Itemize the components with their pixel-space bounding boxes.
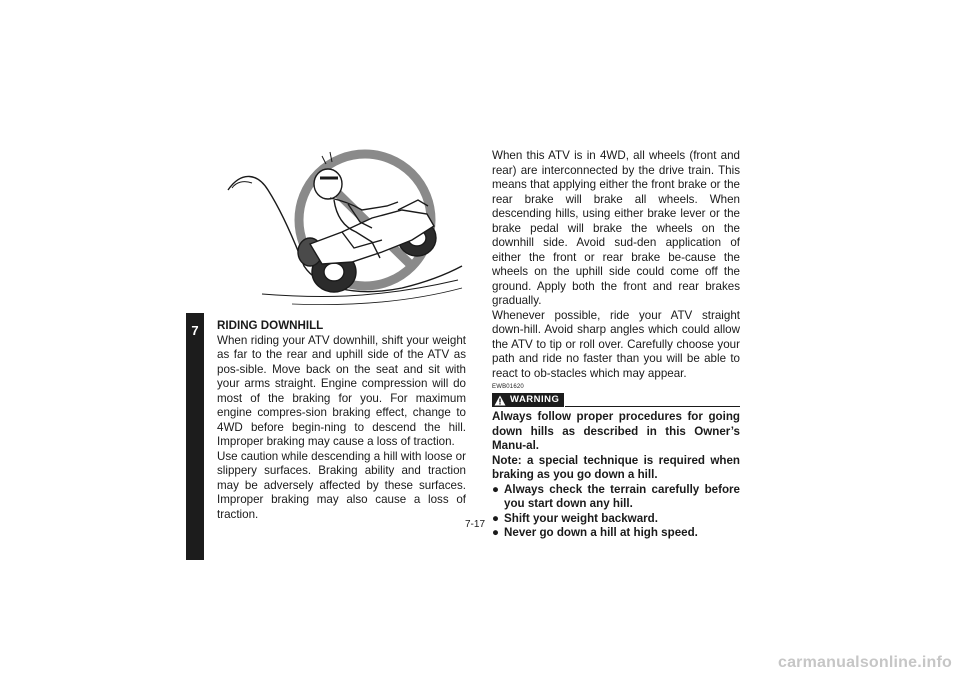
warning-note: Note: a special technique is required when braking as you go down a hill.: [492, 453, 740, 481]
bullet-dot: ●: [492, 511, 500, 525]
bullet-dot: ●: [492, 482, 500, 496]
atv-downhill-prohibited-illustration: [222, 148, 466, 310]
warning-code: EWB01620: [492, 384, 524, 390]
right-paragraph-2: Whenever possible, ride your ATV straight down-hill. Avoid sharp angles which could allow the ATV to tip or roll over. Carefully choose your path and ride no faster than you will be able to react to ob-stacles which may appear.: [492, 308, 740, 380]
warning-badge: [492, 393, 564, 407]
warning-bullet-text: Always check the terrain carefully before you start down any hill.: [504, 482, 740, 510]
warning-bullet-text: Shift your weight backward.: [504, 511, 658, 525]
warning-bullet-text: Never go down a hill at high speed.: [504, 526, 698, 539]
warning-rule: [565, 406, 740, 407]
right-paragraph-1: When this ATV is in 4WD, all wheels (front and rear) are interconnected by the drive train. This means that applying either the front brake or the rear brake will brake all wheels. When descending hills, using either brake lever or the brake pedal will brake the wheels on the downhill side. Avoid sud-den application of either the front or rear brake be-cause the wheels on the uphill side could come off the ground. Apply both the front and rear brakes gradually.: [492, 149, 740, 307]
warning-bullet: [492, 483, 740, 512]
watermark: carmanualsonline.info: [777, 654, 952, 671]
section-heading: RIDING DOWNHILL: [217, 319, 324, 332]
warning-intro: Always follow proper procedures for going down hills as described in this Owner’s Manu-al.: [492, 410, 740, 452]
warning-triangle-icon: [494, 395, 506, 406]
warning-body: [492, 410, 740, 541]
chapter-number: 7: [191, 323, 199, 338]
warning-header: [492, 391, 740, 407]
left-column: [217, 319, 466, 522]
left-paragraph-2: Use caution while descending a hill with loose or slippery surfaces. Braking ability and traction may be adversely affected by these surfaces. Improper braking may also cause a loss of traction.: [217, 449, 466, 521]
warning-label: WARNING: [510, 393, 560, 405]
chapter-tab: [186, 313, 204, 560]
right-column: [492, 149, 740, 541]
warning-bullet: [492, 526, 740, 541]
left-paragraph-1: When riding your ATV downhill, shift your weight as far to the rear and uphill side of the ATV as pos-sible. Move back on the seat and sit with your arms straight. Engine compression will do most of the braking for you. For maximum engine compres-sion braking effect, change to 4WD before begin-ning to descend the hill. Improper braking may cause a loss of traction.: [217, 333, 466, 448]
bullet-dot: ●: [492, 526, 500, 539]
page-number: 7-17: [465, 519, 486, 530]
warning-bullet: [492, 512, 740, 527]
